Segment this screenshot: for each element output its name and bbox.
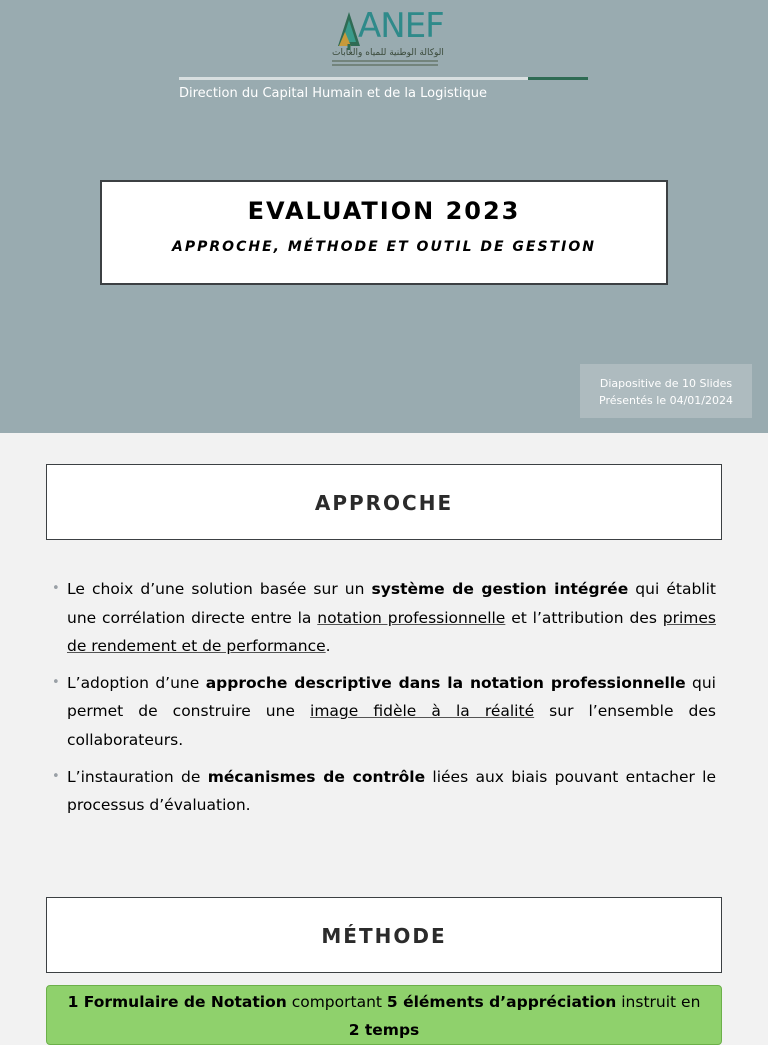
bullet-bold-text: système de gestion intégrée [371,580,629,598]
approche-heading-box [46,464,722,540]
methode-heading: MÉTHODE [321,924,447,948]
bullet-bold-text: approche descriptive dans la notation professionnelle [205,673,686,692]
bullet-text: qui établit une corrélation directe entre la [67,580,716,627]
page-title: EVALUATION 2023 [247,197,521,225]
anef-logo [330,6,444,72]
list-item [52,763,716,820]
direction-label: Direction du Capital Humain et de la Logistique [179,86,487,101]
logo-wordmark: ANEF [358,6,444,46]
bullet-text: sur l’ensemble des collaborateurs. [67,702,716,749]
banner-bold-text: 5 éléments d’appréciation [386,993,617,1011]
bullet-underlined-text: primes de rendement et de performance [67,608,716,656]
list-item [52,669,716,755]
logo-arabic-text: الوكالة الوطنية للمياه والغابات [332,48,444,58]
bullet-bold-text: mécanismes de contrôle [207,767,426,786]
approche-bullet-list [52,575,716,828]
bullet-text: qui permet de construire une [67,673,716,721]
approche-heading: APPROCHE [314,491,454,515]
banner-bold-text: 1 Formulaire de Notation [67,993,287,1011]
bullet-text: L’adoption d’une [67,673,206,692]
logo-subtitle-lines [332,60,438,68]
presentation-date-text: Présentés le 04/01/2024 [599,394,733,407]
header-rule-accent [528,77,588,80]
page-subtitle: APPROCHE, MÉTHODE ET OUTIL DE GESTION [172,239,596,255]
bullet-text: . [325,637,331,656]
header-rule [179,77,528,80]
banner-bold-text: 2 temps [348,1021,420,1039]
slide-count-text: Diapositive de 10 Slides [599,377,733,390]
banner-text: instruit en [616,993,701,1011]
methode-banner [46,985,722,1045]
title-box [100,180,668,285]
banner-text: comportant [286,993,387,1011]
title-slide [0,0,768,433]
bullet-underlined-text: image fidèle à la réalité [310,702,535,721]
bullet-text: L’instauration de [67,767,208,786]
list-item [52,575,716,661]
methode-heading-box [46,897,722,973]
bullet-underlined-text: notation professionnelle [317,608,506,627]
bullet-text: et l’attribution des [505,608,663,627]
slide-info-box [580,364,752,418]
bullet-text: liées aux biais pouvant entacher le processus d’évaluation. [67,767,717,815]
bullet-text: Le choix d’une solution basée sur un [67,580,372,598]
